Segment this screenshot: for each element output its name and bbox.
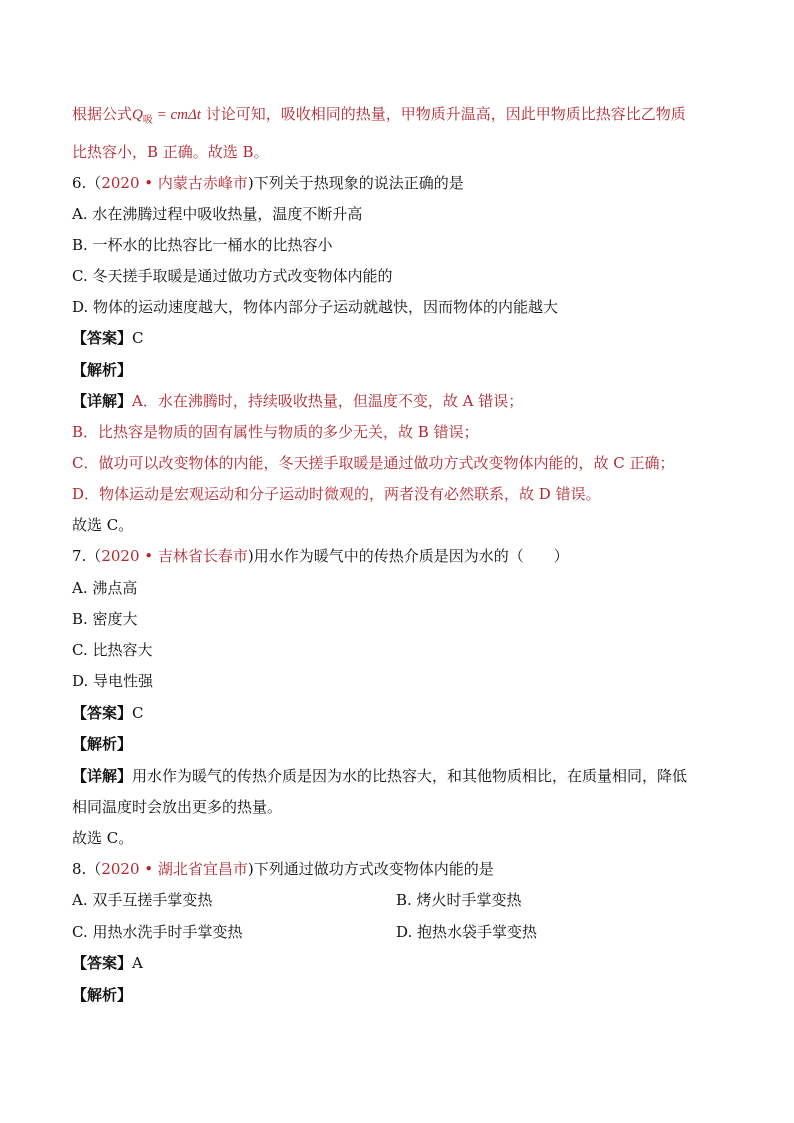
detail-text: 用水作为暖气的传热介质是因为水的比热容大，和其他物质相比，在质量相同，降低 — [132, 767, 688, 785]
text: 根据公式 — [72, 105, 133, 123]
question-text: )用水作为暖气中的传热介质是因为水的（ ） — [247, 547, 569, 565]
q6-analysis-label: 【解析】 — [72, 361, 133, 379]
question-number: 8.（ — [72, 860, 102, 878]
question-number: 7.（ — [72, 547, 102, 565]
question-8-stem — [72, 859, 494, 879]
q7-detail-line-1 — [72, 766, 687, 786]
question-source: 2020 • 内蒙古赤峰市 — [101, 174, 248, 192]
formula-line — [72, 104, 686, 131]
detail-label: 【详解】 — [72, 767, 133, 785]
q7-detail-line-2: 相同温度时会放出更多的热量。 — [72, 798, 283, 816]
question-text: )下列关于热现象的说法正确的是 — [247, 174, 464, 192]
question-6-stem — [72, 173, 464, 193]
answer-label: 【答案】 — [72, 704, 133, 722]
q8-option-d: D. 抱热水袋手掌变热 — [396, 923, 538, 941]
question-text: )下列通过做功方式改变物体内能的是 — [247, 860, 494, 878]
previous-answer-conclusion: 比热容小，B 正确。故选 B。 — [72, 143, 269, 161]
q6-detail-d: D．物体运动是宏观运动和分子运动时微观的，两者没有必然联系，故 D 错误。 — [72, 485, 601, 503]
q6-option-d: D. 物体的运动速度越大，物体内部分子运动就越快，因而物体的内能越大 — [72, 298, 559, 316]
detail-label: 【详解】 — [72, 392, 133, 410]
detail-text: A．水在沸腾时，持续吸收热量，但温度不变，故 A 错误； — [132, 392, 524, 410]
q6-detail-a — [72, 391, 523, 411]
question-7-stem — [72, 546, 569, 566]
question-number: 6.（ — [72, 174, 102, 192]
q6-conclusion: 故选 C。 — [72, 516, 134, 534]
q7-option-d: D. 导电性强 — [72, 672, 154, 690]
answer-label: 【答案】 — [72, 954, 133, 972]
q6-option-c: C. 冬天搓手取暖是通过做功方式改变物体内能的 — [72, 267, 393, 285]
q7-answer — [72, 703, 144, 723]
q8-answer — [72, 953, 143, 973]
formula-symbol: Q — [132, 107, 143, 123]
answer-value: C — [132, 704, 144, 722]
formula-body: = cmΔt — [152, 107, 201, 123]
q8-option-a: A. 双手互搓手掌变热 — [72, 891, 213, 909]
q7-option-a: A. 沸点高 — [72, 579, 138, 597]
q7-conclusion: 故选 C。 — [72, 829, 134, 847]
text: 讨论可知，吸收相同的热量，甲物质升温高，因此甲物质比热容比乙物质 — [200, 105, 686, 123]
q8-option-b: B. 烤火时手掌变热 — [396, 891, 522, 909]
q6-option-b: B. 一杯水的比热容比一桶水的比热容小 — [72, 236, 333, 254]
question-source: 2020 • 湖北省宜昌市 — [101, 860, 248, 878]
q8-option-c: C. 用热水洗手时手掌变热 — [72, 923, 243, 941]
question-source: 2020 • 吉林省长春市 — [101, 547, 248, 565]
formula-subscript: 吸 — [142, 115, 153, 126]
q6-detail-c: C．做功可以改变物体的内能，冬天搓手取暖是通过做功方式改变物体内能的，故 C 正确； — [72, 454, 675, 472]
q6-detail-b: B．比热容是物质的固有属性与物质的多少无关，故 B 错误； — [72, 423, 479, 441]
q7-option-c: C. 比热容大 — [72, 641, 153, 659]
q6-option-a: A. 水在沸腾过程中吸收热量，温度不断升高 — [72, 205, 363, 223]
formula — [132, 107, 201, 126]
q7-option-b: B. 密度大 — [72, 610, 138, 628]
answer-value: C — [132, 329, 144, 347]
answer-value: A — [132, 954, 143, 972]
q8-analysis-label: 【解析】 — [72, 986, 133, 1004]
answer-label: 【答案】 — [72, 329, 133, 347]
q7-analysis-label: 【解析】 — [72, 735, 133, 753]
q6-answer — [72, 328, 144, 348]
